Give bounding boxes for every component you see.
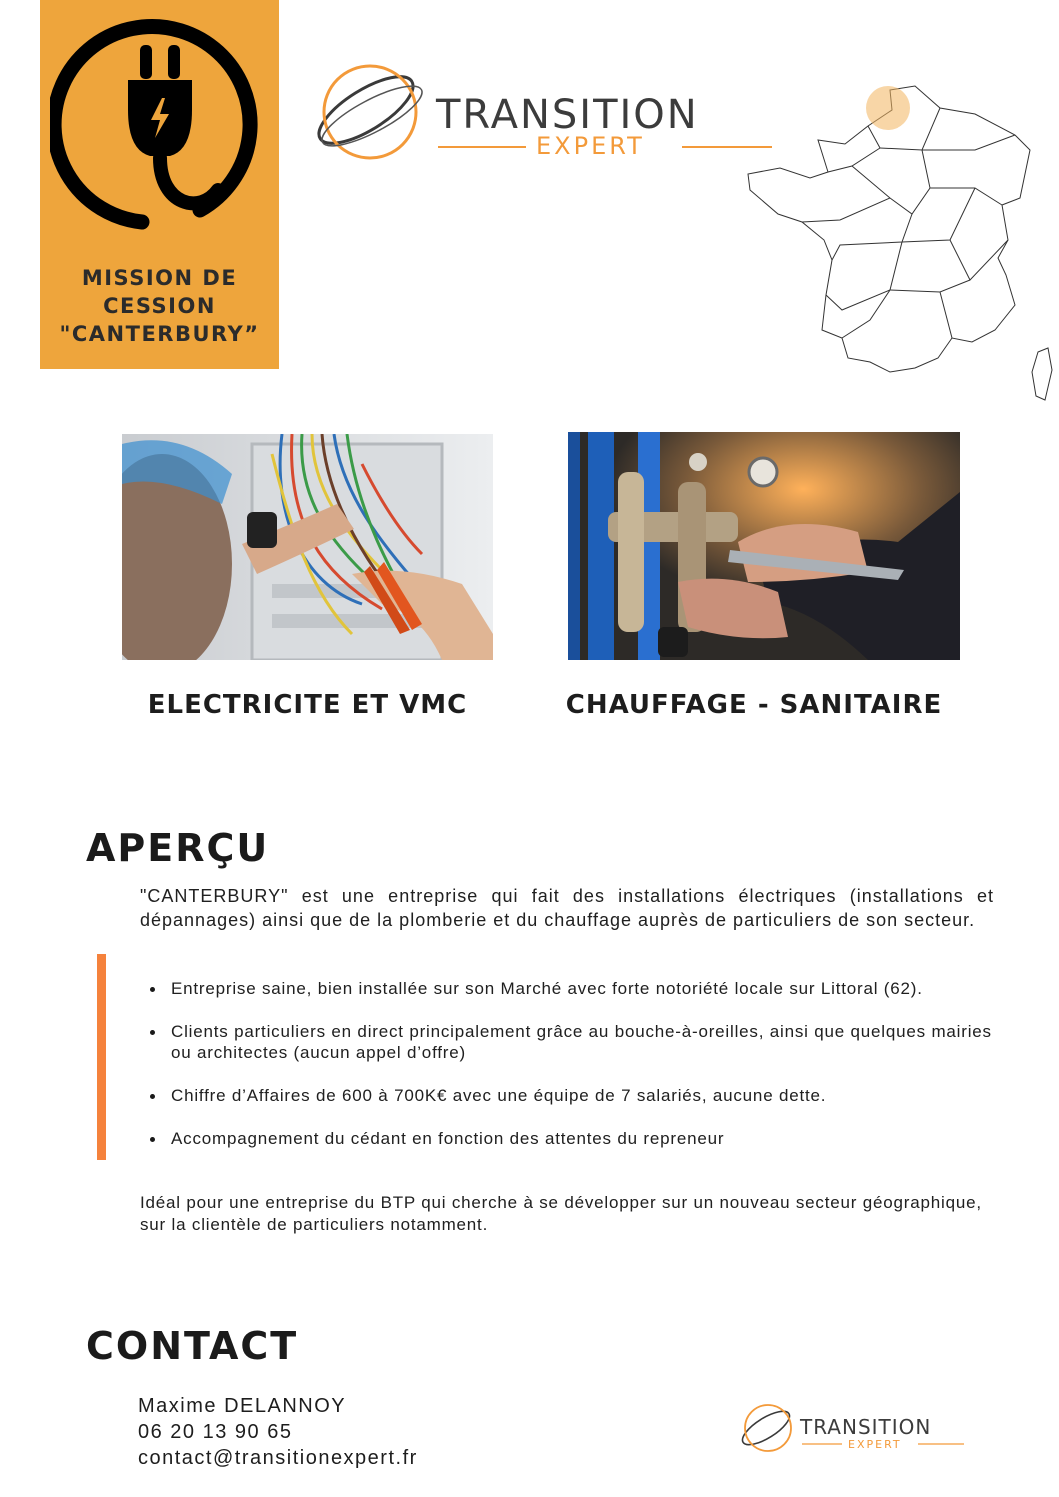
logo-name-small: TRANSITION	[800, 1415, 932, 1439]
apercu-bullet-list	[140, 978, 1000, 1149]
apercu-closing: Idéal pour une entreprise du BTP qui cherche à se développer sur un nouveau secteur géographique, sur la clientèle de particuliers notamment.	[140, 1193, 982, 1234]
france-regions-map	[740, 80, 1059, 410]
mission-title-line: "CANTERBURY”	[59, 322, 260, 346]
contact-name: Maxime DELANNOY	[138, 1395, 347, 1417]
contact-phone[interactable]: 06 20 13 90 65	[138, 1421, 293, 1443]
contact-email[interactable]: contact@transitionexpert.fr	[138, 1447, 418, 1469]
mission-title	[40, 264, 279, 348]
mission-title-line: MISSION DE	[81, 266, 238, 290]
plumber-wrench-pipes-photo	[568, 432, 960, 660]
category-label-electricite: ELECTRICITE ET VMC	[147, 690, 468, 720]
transition-expert-logo-small	[738, 1400, 970, 1456]
list-item: Chiffre d’Affaires de 600 à 700K€ avec une équipe de 7 salariés, aucune dette.	[140, 1085, 1000, 1106]
logo-name: TRANSITION	[436, 92, 699, 138]
mission-badge	[40, 0, 279, 369]
contact-details	[138, 1393, 418, 1471]
logo-tagline: EXPERT	[536, 132, 645, 160]
list-item: Accompagnement du cédant en fonction des attentes du repreneur	[140, 1128, 1000, 1149]
list-item: Entreprise saine, bien installée sur son Marché avec forte notoriété locale sur Littoral (62).	[140, 978, 1000, 999]
logo-tagline-small: EXPERT	[848, 1438, 902, 1451]
apercu-intro: "CANTERBURY" est une entreprise qui fait des installations électriques (installations et dépannages) ainsi que de la plomberie et du chauffage auprès de particuliers de son secteur.	[140, 886, 994, 930]
mission-title-line: CESSION	[103, 294, 216, 318]
transition-expert-logo	[310, 58, 780, 170]
electrician-wiring-panel-photo	[122, 434, 493, 660]
accent-bar	[97, 954, 106, 1160]
list-item: Clients particuliers en direct principalement grâce au bouche-à-oreilles, ainsi que quelques mairies ou architectes (aucun appel d’offre)	[140, 1021, 1000, 1063]
contact-heading: CONTACT	[86, 1324, 299, 1368]
electric-plug-icon	[50, 10, 270, 230]
apercu-heading: APERÇU	[86, 826, 270, 870]
category-label-chauffage: CHAUFFAGE - SANITAIRE	[565, 690, 943, 720]
